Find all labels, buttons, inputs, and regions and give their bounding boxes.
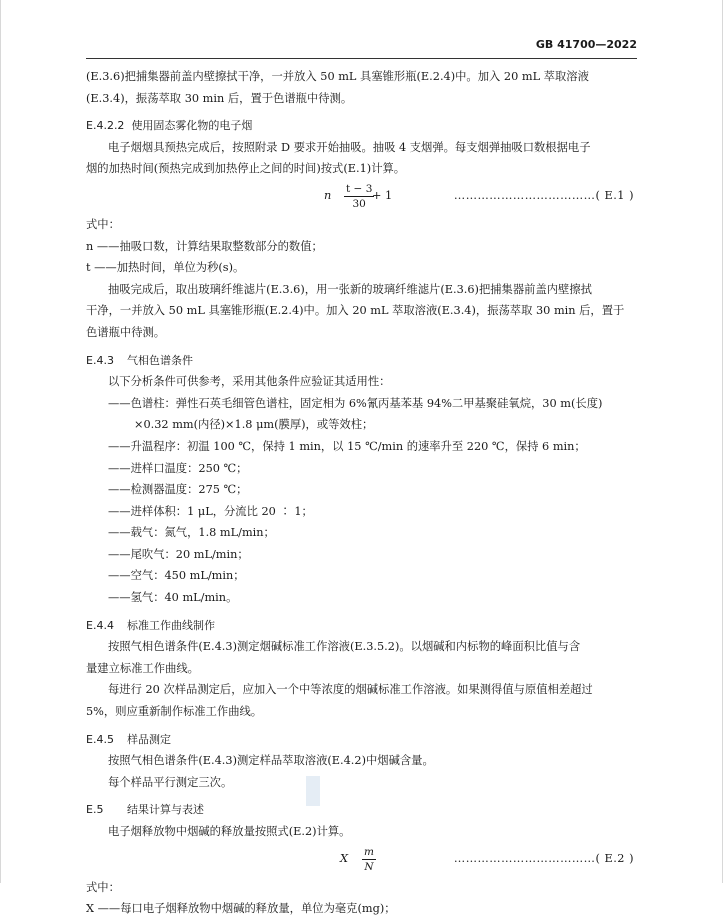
where-label: 式中： xyxy=(86,880,120,894)
list-item: ——氢气：40 mL/min。 xyxy=(108,591,238,605)
section-number: E.4.2.2 xyxy=(86,119,125,133)
document-body xyxy=(86,66,638,920)
paragraph-line: 每个样品平行测定三次。 xyxy=(108,775,233,789)
paragraph-line: 电子烟烟具预热完成后，按照附录 D 要求开始抽吸。抽吸 4 支烟弹。每支烟弹抽吸口数根据电子 xyxy=(108,140,591,154)
section-number: E.4.3 xyxy=(86,353,114,367)
section-title: 样品测定 xyxy=(127,732,171,746)
section-title: 结果计算与表述 xyxy=(127,803,204,817)
formula-e2 xyxy=(86,843,638,877)
section-title: 标准工作曲线制作 xyxy=(127,618,215,632)
section-heading-e44 xyxy=(86,615,638,637)
formula-fraction xyxy=(362,845,376,874)
section-number: E.4.4 xyxy=(86,618,114,632)
list-item: ——色谱柱：弹性石英毛细管色谱柱，固定相为 6%氰丙基苯基 94%二甲基聚硅氧烷，30 m(长度) xyxy=(108,396,603,410)
list-item: ——空气：450 mL/min； xyxy=(108,569,245,583)
definition-line: n ——抽吸口数，计算结果取整数部分的数值； xyxy=(86,239,323,253)
paragraph-line: (E.3.6)把捕集器前盖内壁擦拭干净，一并放入 50 mL 具塞锥形瓶(E.2.4)中。加入 20 mL 萃取溶液 xyxy=(86,70,589,83)
list-item: ×0.32 mm(内径)×1.8 μm(膜厚)，或等效柱； xyxy=(134,418,374,432)
list-item: ——尾吹气：20 mL/min； xyxy=(108,547,249,561)
formula-lhs: n xyxy=(324,188,332,202)
fraction-denominator: N xyxy=(364,860,374,873)
section-number: E.4.5 xyxy=(86,732,114,746)
paragraph-line: 5%，则应重新制作标准工作曲线。 xyxy=(86,705,263,719)
formula-rest: + 1 xyxy=(372,188,393,202)
section-title: 气相色谱条件 xyxy=(127,353,193,367)
paragraph-line: 按照气相色谱条件(E.4.3)测定样品萃取溶液(E.4.2)中烟碱含量。 xyxy=(108,754,434,768)
formula-number: ( E.1 ) xyxy=(595,188,634,202)
formula-fraction xyxy=(344,182,374,211)
section-heading-e5 xyxy=(86,799,638,821)
section-title: 使用固态雾化物的电子烟 xyxy=(131,119,253,133)
paragraph-line: 抽吸完成后，取出玻璃纤维滤片(E.3.6)，用一张新的玻璃纤维滤片(E.3.6)把捕集器前盖内壁擦拭 xyxy=(108,282,592,296)
list-item: ——进样体积：1 μL，分流比 20 ∶ 1； xyxy=(108,504,313,518)
leader-dots: ……………………………… xyxy=(453,188,596,202)
paragraph-line: (E.3.4)，振荡萃取 30 min 后，置于色谱瓶中待测。 xyxy=(86,91,353,105)
section-heading-e43 xyxy=(86,350,638,372)
paragraph-line: 色谱瓶中待测。 xyxy=(86,325,166,339)
list-item: ——升温程序：初温 100 ℃，保持 1 min，以 15 ℃/min 的速率升至 220 ℃，保持 6 min； xyxy=(108,439,586,453)
section-number: E.5 xyxy=(86,803,104,817)
paragraph-line: 每进行 20 次样品测定后，应加入一个中等浓度的烟碱标准工作溶液。如果测得值与原值相差超过 xyxy=(108,683,593,697)
formula-label xyxy=(454,852,634,865)
paragraph-line: 量建立标准工作曲线。 xyxy=(86,661,199,675)
paragraph-line: 电子烟释放物中烟碱的释放量按照式(E.2)计算。 xyxy=(108,825,351,838)
list-item: ——载气：氮气，1.8 mL/min； xyxy=(108,526,275,540)
paragraph-line: 烟的加热时间(预热完成到加热停止之间的时间)按式(E.1)计算。 xyxy=(86,162,406,176)
fraction-numerator: m xyxy=(364,845,374,858)
formula-lhs: X xyxy=(340,851,349,865)
section-heading-e422 xyxy=(86,115,638,137)
page-edge xyxy=(0,0,1,883)
where-label: 式中： xyxy=(86,217,120,231)
paragraph-line: 按照气相色谱条件(E.4.3)测定烟碱标准工作溶液(E.3.5.2)。以烟碱和内标物的峰面积比值与含 xyxy=(108,640,581,654)
header-rule xyxy=(86,58,637,59)
list-item: ——检测器温度：275 ℃； xyxy=(108,483,248,497)
leader-dots: ……………………………… xyxy=(453,851,596,865)
definition-line: X ——每口电子烟释放物中烟碱的释放量，单位为毫克(mg)； xyxy=(86,902,396,916)
formula-e1 xyxy=(86,180,638,214)
watermark-mark xyxy=(306,776,320,806)
definition-line: t ——加热时间，单位为秒(s)。 xyxy=(86,261,245,275)
paragraph-line: 干净，一并放入 50 mL 具塞锥形瓶(E.2.4)中。加入 20 mL 萃取溶液(E.3.4)，振荡萃取 30 min 后，置于 xyxy=(86,304,625,318)
fraction-denominator: 30 xyxy=(352,197,366,210)
section-heading-e45 xyxy=(86,729,638,751)
formula-label xyxy=(454,189,634,202)
list-item: ——进样口温度：250 ℃； xyxy=(108,461,248,475)
fraction-numerator: t − 3 xyxy=(346,182,373,195)
standard-number: GB 41700—2022 xyxy=(535,38,637,51)
paragraph-line: 以下分析条件可供参考，采用其他条件应验证其适用性： xyxy=(108,375,391,389)
formula-number: ( E.2 ) xyxy=(595,851,634,865)
